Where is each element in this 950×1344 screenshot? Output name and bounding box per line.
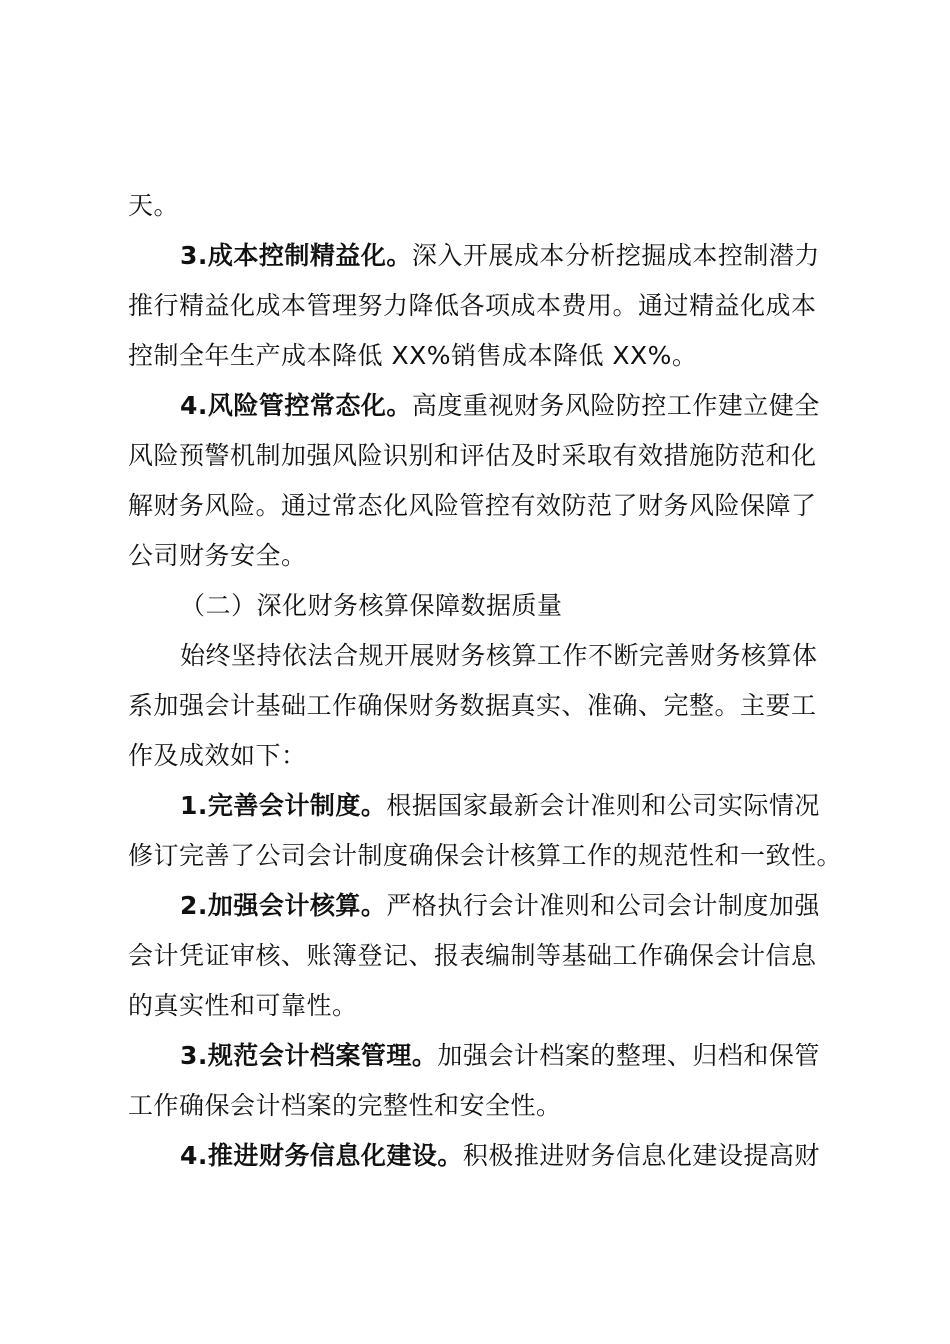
- section-heading: （二）深化财务核算保障数据质量: [180, 591, 563, 620]
- text-line: 作及成效如下：: [128, 741, 307, 770]
- paragraph-heading: 3.规范会计档案管理。: [180, 1041, 438, 1070]
- paragraph-text: 高度重视财务风险防控工作建立健全: [411, 391, 820, 420]
- paragraph-text: 深入开展成本分析挖掘成本控制潜力: [411, 241, 820, 270]
- text-line: 始终坚持依法合规开展财务核算工作不断完善财务核算体: [180, 641, 818, 670]
- numbered-paragraph: [180, 386, 833, 426]
- paragraph-heading: 3.成本控制精益化。: [180, 241, 412, 270]
- numbered-paragraph: [180, 786, 833, 826]
- numbered-paragraph: [180, 1036, 833, 1076]
- text-line: 推行精益化成本管理努力降低各项成本费用。通过精益化成本: [128, 291, 817, 320]
- text-line: 风险预警机制加强风险识别和评估及时采取有效措施防范和化: [128, 441, 817, 470]
- text-line: 天。: [128, 191, 180, 220]
- paragraph-text: 积极推进财务信息化建设提高财: [462, 1141, 820, 1170]
- text-line: 会计凭证审核、账簿登记、报表编制等基础工作确保会计信息: [128, 941, 817, 970]
- paragraph-heading: 1.完善会计制度。: [180, 791, 387, 820]
- paragraph-text: 加强会计档案的整理、归档和保管: [437, 1041, 820, 1070]
- text-line: 系加强会计基础工作确保财务数据真实、准确、完整。主要工: [128, 691, 817, 720]
- paragraph-text: 根据国家最新会计准则和公司实际情况: [386, 791, 820, 820]
- paragraph-heading: 2.加强会计核算。: [180, 891, 387, 920]
- numbered-paragraph: [180, 1136, 833, 1176]
- text-line: 工作确保会计档案的完整性和安全性。: [128, 1091, 562, 1120]
- text-line: 修订完善了公司会计制度确保会计核算工作的规范性和一致性。: [128, 841, 843, 870]
- text-line: 的真实性和可靠性。: [128, 991, 358, 1020]
- numbered-paragraph: [180, 886, 833, 926]
- text-line: 公司财务安全。: [128, 541, 307, 570]
- paragraph-heading: 4.推进财务信息化建设。: [180, 1141, 463, 1170]
- numbered-paragraph: [180, 236, 833, 276]
- paragraph-text: 严格执行会计准则和公司会计制度加强: [386, 891, 820, 920]
- paragraph-heading: 4.风险管控常态化。: [180, 391, 412, 420]
- text-line: 解财务风险。通过常态化风险管控有效防范了财务风险保障了: [128, 491, 817, 520]
- text-line: 控制全年生产成本降低 XX%销售成本降低 XX%。: [128, 341, 698, 370]
